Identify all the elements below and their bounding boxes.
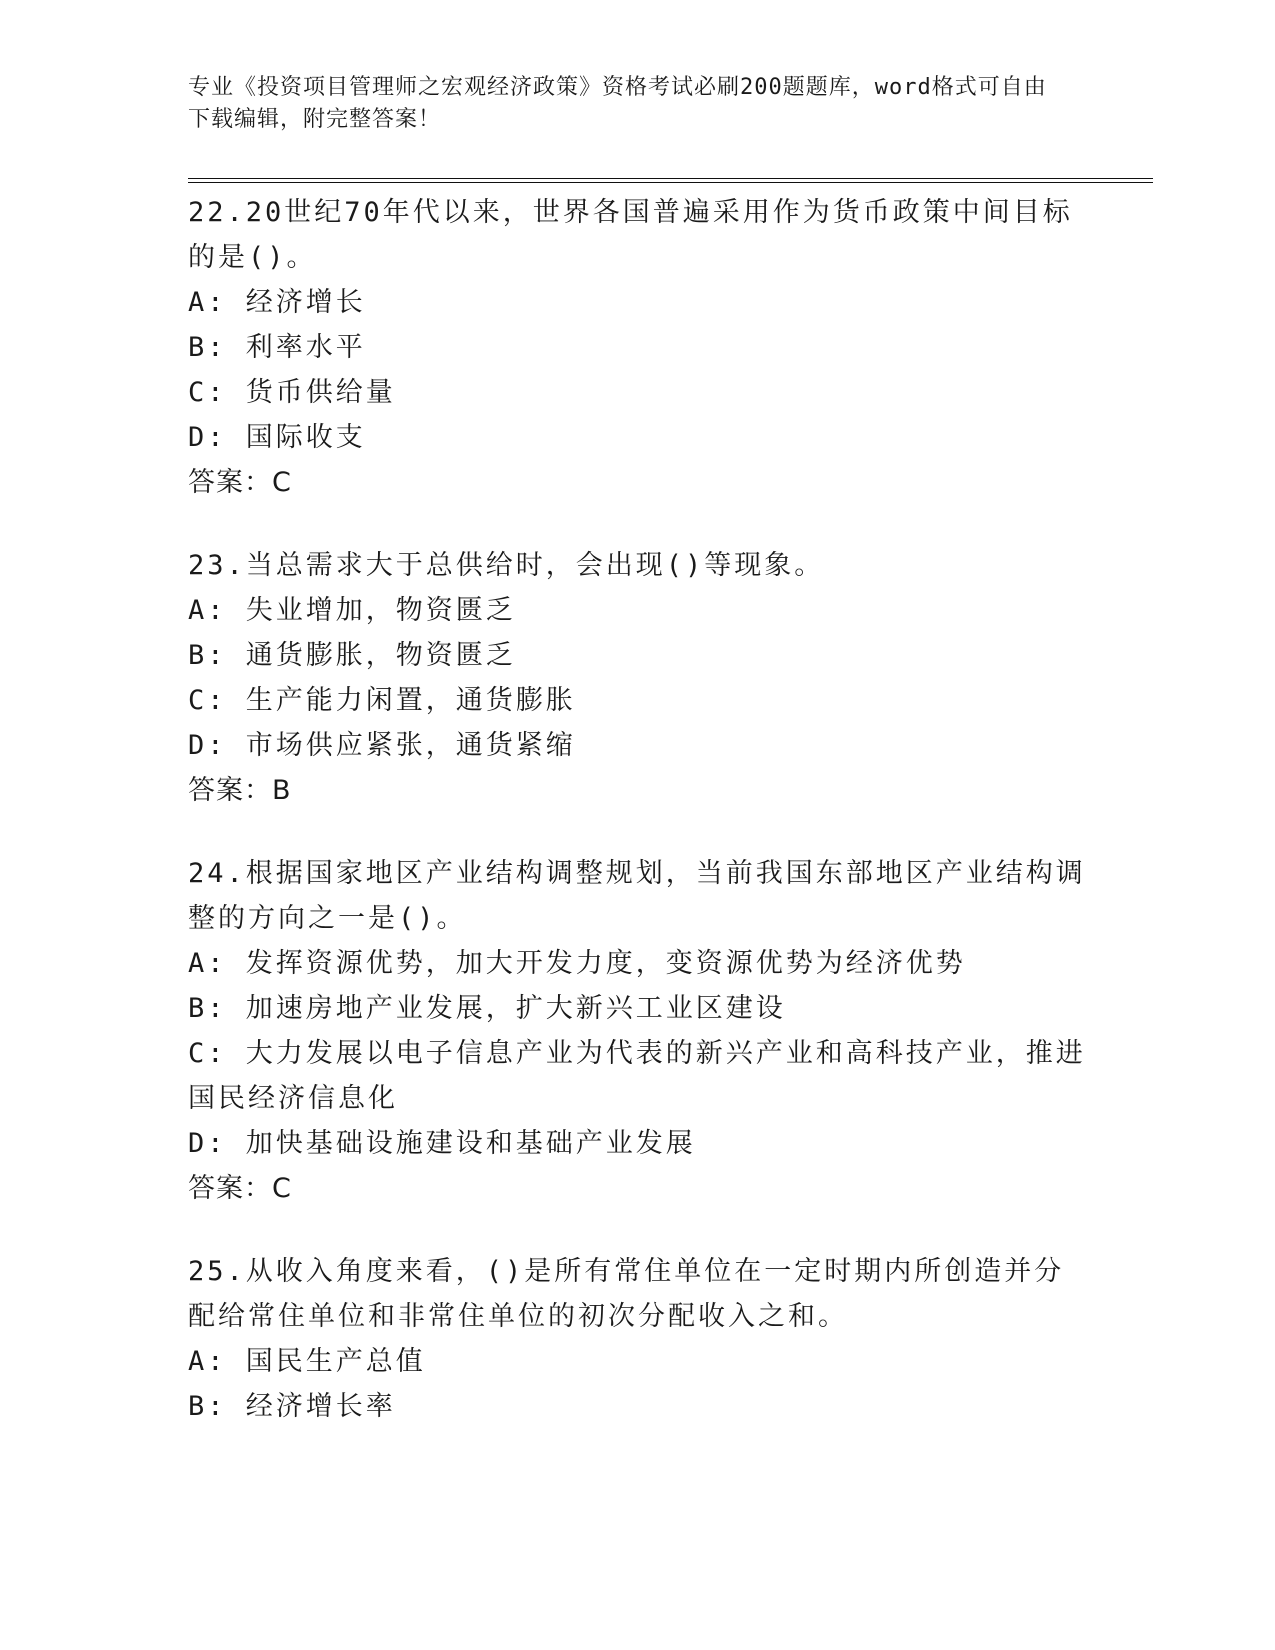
question-23	[188, 543, 1088, 813]
option-a: A: 失业增加，物资匮乏	[188, 595, 516, 626]
option-a: A: 发挥资源优势，加大开发力度，变资源优势为经济优势	[188, 948, 966, 979]
question-stem: 22.20世纪70年代以来，世界各国普遍采用作为货币政策中间目标的是()。	[188, 197, 1073, 273]
option-b: B: 通货膨胀，物资匮乏	[188, 640, 516, 671]
option-b: B: 加速房地产业发展，扩大新兴工业区建设	[188, 993, 786, 1024]
answer-line: 答案：C	[188, 1173, 292, 1204]
option-d: D: 国际收支	[188, 422, 366, 453]
option-d: D: 加快基础设施建设和基础产业发展	[188, 1128, 696, 1159]
question-stem: 25.从收入角度来看，()是所有常住单位在一定时期内所创造并分配给常住单位和非常住单位的初次分配收入之和。	[188, 1256, 1065, 1332]
question-24	[188, 851, 1088, 1211]
option-a: A: 国民生产总值	[188, 1346, 426, 1377]
option-c: C: 生产能力闲置，通货膨胀	[188, 685, 576, 716]
question-stem: 24.根据国家地区产业结构调整规划，当前我国东部地区产业结构调整的方向之一是()。	[188, 858, 1086, 934]
option-a: A: 经济增长	[188, 287, 366, 318]
header-divider-bottom	[188, 182, 1153, 183]
header-divider-top	[188, 178, 1153, 179]
question-22	[188, 190, 1088, 505]
header-text: 专业《投资项目管理师之宏观经济政策》资格考试必刷200题题库，word格式可自由下载编辑，附完整答案！	[188, 75, 1047, 132]
option-b: B: 利率水平	[188, 332, 366, 363]
question-25	[188, 1249, 1088, 1429]
document-header	[188, 72, 1068, 136]
question-list	[188, 190, 1088, 1467]
option-c: C: 货币供给量	[188, 377, 396, 408]
option-d: D: 市场供应紧张，通货紧缩	[188, 730, 576, 761]
answer-line: 答案：B	[188, 775, 292, 806]
answer-line: 答案：C	[188, 467, 292, 498]
question-stem: 23.当总需求大于总供给时，会出现()等现象。	[188, 550, 825, 581]
option-b: B: 经济增长率	[188, 1391, 396, 1422]
option-c: C: 大力发展以电子信息产业为代表的新兴产业和高科技产业，推进国民经济信息化	[188, 1038, 1086, 1114]
